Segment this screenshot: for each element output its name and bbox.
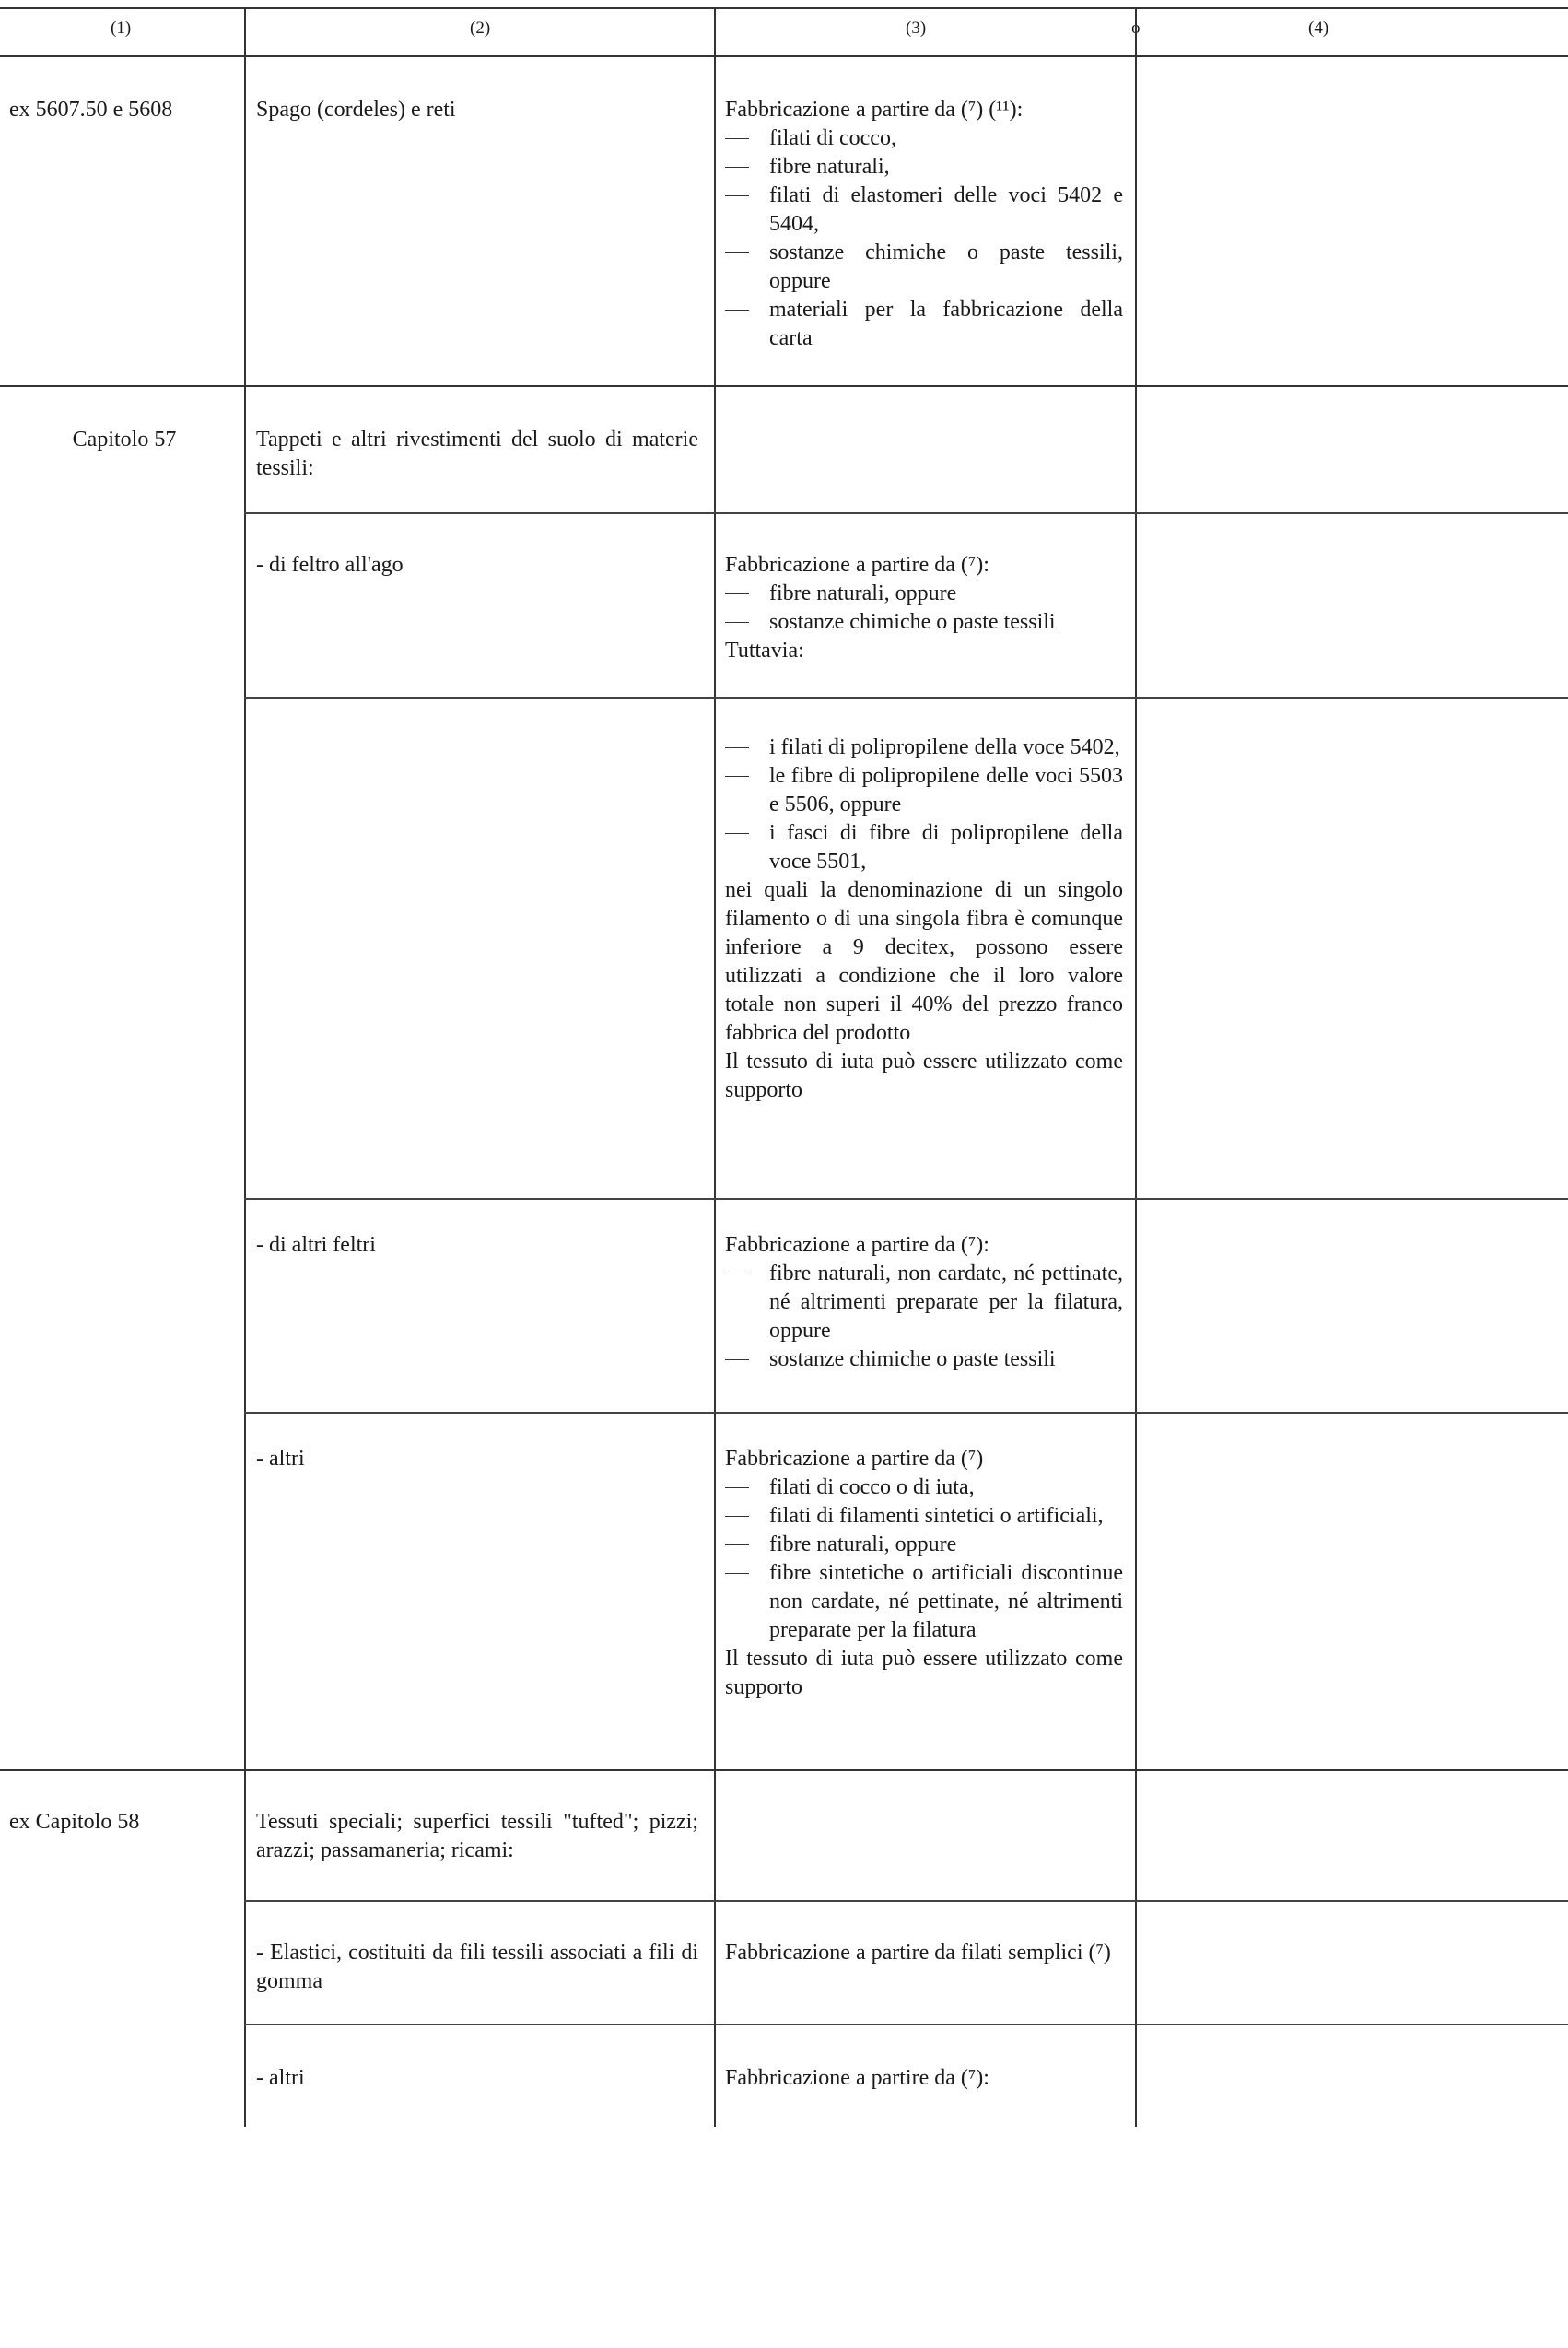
row-description: Spago (cordeles) e reti <box>256 98 456 122</box>
rule-after: Tuttavia: <box>725 639 804 663</box>
rule-text <box>725 1445 1123 1702</box>
row-code: ex 5607.50 e 5608 <box>9 98 173 122</box>
header-or: o <box>1131 18 1141 38</box>
rule-intro: Fabbricazione a partire da (⁷): <box>725 1233 989 1257</box>
header-col2: (2) <box>470 18 491 38</box>
row-code: ex Capitolo 58 <box>9 1810 140 1834</box>
list-item: fibre naturali, oppure <box>769 581 957 605</box>
row-separator <box>244 2024 1568 2025</box>
rule-after: Il tessuto di iuta può essere utilizzato come supporto <box>725 1647 1123 1699</box>
top-rule <box>0 7 1568 9</box>
header-col1: (1) <box>111 18 132 38</box>
list-item: le fibre di polipropilene delle voci 5503 e 5506, oppure <box>769 764 1123 816</box>
list-item: i filati di polipropilene della voce 5402, <box>769 735 1120 759</box>
list-item: sostanze chimiche o paste tessili <box>769 1347 1056 1371</box>
rule-text <box>725 96 1123 353</box>
header-col3: (3) <box>906 18 927 38</box>
column-rule-1 <box>244 7 246 2127</box>
list-item: i fasci di fibre di polipropilene della voce 5501, <box>769 821 1123 874</box>
rule-intro: Fabbricazione a partire da (⁷): <box>725 2066 989 2090</box>
row-code: Capitolo 57 <box>72 428 177 452</box>
row-description: - di feltro all'ago <box>256 553 404 577</box>
header-col4: (4) <box>1308 18 1329 38</box>
list-item: fibre naturali, non cardate, né pettinate, né altrimenti preparate per la filatura, oppure <box>769 1262 1123 1343</box>
list-item: materiali per la fabbricazione della carta <box>769 298 1123 350</box>
rule-text <box>725 734 1123 1105</box>
row-separator <box>244 512 1568 514</box>
row-description: - altri <box>256 1447 305 1471</box>
row-separator <box>244 1412 1568 1414</box>
list-item: fibre naturali, oppure <box>769 1532 957 1556</box>
list-item: filati di filamenti sintetici o artificiali, <box>769 1504 1104 1528</box>
list-item: filati di cocco o di iuta, <box>769 1475 975 1499</box>
list-item: sostanze chimiche o paste tessili <box>769 610 1056 634</box>
row-description: - di altri feltri <box>256 1233 376 1257</box>
row-description: - altri <box>256 2066 305 2090</box>
list-item: fibre naturali, <box>769 155 890 179</box>
row-separator <box>0 1769 1568 1771</box>
row-separator <box>244 1198 1568 1200</box>
list-item: fibre sintetiche o artificiali discontinue non cardate, né pettinate, né altrimenti preparate per la filatura <box>769 1561 1123 1642</box>
row-description: - Elastici, costituiti da fili tessili associati a fili di gomma <box>256 1941 698 1993</box>
rule-intro: Fabbricazione a partire da (⁷) (¹¹): <box>725 98 1024 122</box>
rule-text <box>725 1939 1123 1967</box>
rule-text <box>725 2064 1123 2093</box>
row-description: Tessuti speciali; superfici tessili "tufted"; pizzi; arazzi; passamaneria; ricami: <box>256 1810 698 1862</box>
rule-after: Il tessuto di iuta può essere utilizzato come supporto <box>725 1050 1123 1102</box>
list-item: filati di elastomeri delle voci 5402 e 5404, <box>769 183 1123 236</box>
row-separator <box>0 385 1568 387</box>
column-rule-2 <box>714 7 716 2127</box>
row-separator <box>244 1900 1568 1902</box>
rule-intro: Fabbricazione a partire da filati semplici (⁷) <box>725 1941 1111 1965</box>
header-rule <box>0 55 1568 57</box>
rule-text <box>725 1231 1123 1374</box>
row-separator <box>244 697 1568 699</box>
rule-intro: Fabbricazione a partire da (⁷): <box>725 553 989 577</box>
rule-text <box>725 551 1123 665</box>
rule-after: nei quali la denominazione di un singolo filamento o di una singola fibra è comunque inferiore a 9 decitex, possono essere utilizzati a condizione che il loro valore totale non superi il 40% del prezzo franco fabbrica del prodotto <box>725 878 1123 1045</box>
list-item: sostanze chimiche o paste tessili, oppure <box>769 241 1123 293</box>
list-item: filati di cocco, <box>769 126 896 150</box>
rule-intro: Fabbricazione a partire da (⁷) <box>725 1447 984 1471</box>
column-rule-3 <box>1135 7 1137 2127</box>
row-description: Tappeti e altri rivestimenti del suolo di materie tessili: <box>256 428 698 480</box>
